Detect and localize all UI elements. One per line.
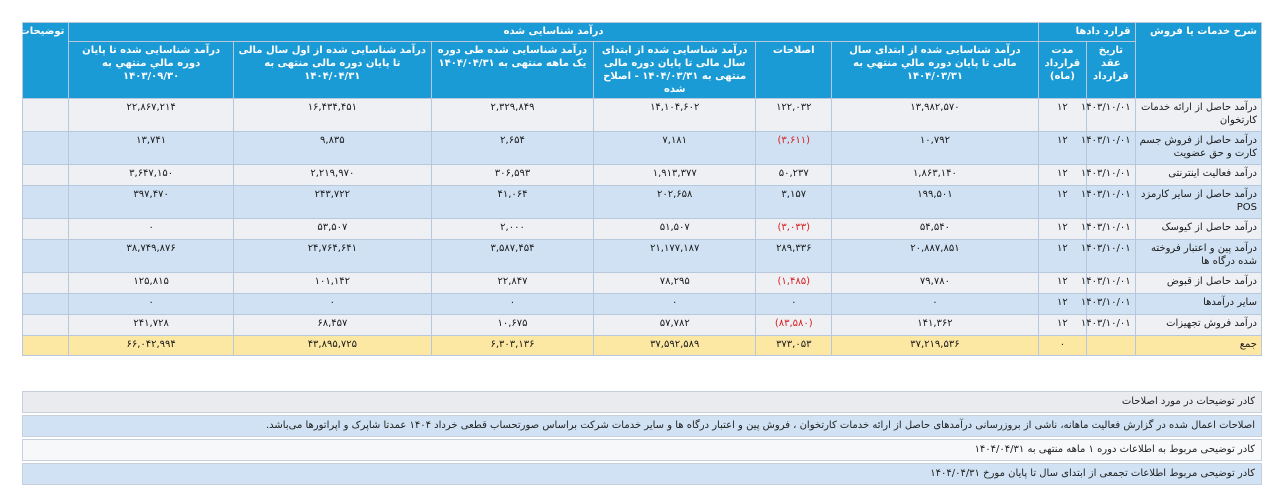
header-rec-corrected: درآمد شناسایی شده از ابتدای سال مالی تا پایان دوره مالی منتهی به ۱۴۰۴/۰۳/۳۱ - اصلاح شده: [594, 42, 756, 99]
row-c5: ۱۶,۴۳۴,۴۵۱: [233, 99, 431, 132]
row-c2: ۳,۱۵۷: [756, 186, 832, 219]
row-c2: (۳,۰۳۳): [756, 219, 832, 240]
row-c6: ۳۹۷,۴۷۰: [69, 186, 233, 219]
row-c3: ۷۸,۲۹۵: [594, 273, 756, 294]
header-rec-prev-year: درآمد شناسایی شده تا پایان دوره مالي منتهي به ۱۴۰۳/۰۹/۳۰: [69, 42, 233, 99]
total-c1: ۳۷,۲۱۹,۵۳۶: [832, 336, 1038, 356]
corrections-notes-title: کادر توضیحات در مورد اصلاحات: [22, 391, 1262, 413]
row-c3: ۱,۹۱۳,۳۷۷: [594, 165, 756, 186]
row-date: ۱۴۰۳/۱۰/۰۱: [1087, 165, 1135, 186]
row-c6: ۳۸,۷۴۹,۸۷۶: [69, 240, 233, 273]
header-rec-one-month: درآمد شناسایی شده طی دوره یک ماهه منتهی به ۱۴۰۴/۰۴/۳۱: [431, 42, 593, 99]
table-row: [23, 273, 1262, 294]
row-c2: (۱,۴۸۵): [756, 273, 832, 294]
row-c4: ۲,۰۰۰: [431, 219, 593, 240]
header-recognized-revenue: درآمد شناسایی شده: [69, 23, 1038, 42]
row-c1: ۷۹,۷۸۰: [832, 273, 1038, 294]
total-c6: ۶۶,۰۴۲,۹۹۴: [69, 336, 233, 356]
row-notes: [23, 99, 69, 132]
row-date: ۱۴۰۳/۱۰/۰۱: [1087, 273, 1135, 294]
row-c6: ۱۲۵,۸۱۵: [69, 273, 233, 294]
header-rec-start-to-end: درآمد شناسایی شده از ابتدای سال مالی تا پایان دوره مالي منتهي به ۱۴۰۴/۰۳/۳۱: [832, 42, 1038, 99]
table-row: [23, 165, 1262, 186]
header-corrections: اصلاحات: [756, 42, 832, 99]
row-period: ۱۲: [1038, 165, 1086, 186]
row-c3: ۲۱,۱۷۷,۱۸۷: [594, 240, 756, 273]
row-c5: ۹,۸۳۵: [233, 132, 431, 165]
row-c1: ۲۰,۸۸۷,۸۵۱: [832, 240, 1038, 273]
header-rec-first-to-end: درآمد شناسایی شده از اول سال مالی تا پایان دوره مالی منتهی به ۱۴۰۴/۰۴/۳۱: [233, 42, 431, 99]
row-c3: ۷,۱۸۱: [594, 132, 756, 165]
row-c4: ۳۰۶,۵۹۳: [431, 165, 593, 186]
revenue-table-container: [19, 22, 1262, 356]
row-desc: درآمد پین و اعتبار فروخته شده درگاه ها: [1135, 240, 1261, 273]
row-desc: سایر درآمدها: [1135, 294, 1261, 315]
row-desc: درآمد حاصل از کیوسک: [1135, 219, 1261, 240]
row-date: ۱۴۰۳/۱۰/۰۱: [1087, 99, 1135, 132]
row-period: ۱۲: [1038, 132, 1086, 165]
row-c5: ۱۰۱,۱۴۲: [233, 273, 431, 294]
row-c5: ۲,۲۱۹,۹۷۰: [233, 165, 431, 186]
total-period: ۰: [1038, 336, 1086, 356]
row-c6: ۰: [69, 294, 233, 315]
row-c6: ۲۴۱,۷۲۸: [69, 315, 233, 336]
row-notes: [23, 186, 69, 219]
row-notes: [23, 165, 69, 186]
row-period: ۱۲: [1038, 240, 1086, 273]
row-c6: ۲۲,۸۶۷,۲۱۴: [69, 99, 233, 132]
total-desc: جمع: [1135, 336, 1261, 356]
row-period: ۱۲: [1038, 219, 1086, 240]
row-c3: ۵۱,۵۰۷: [594, 219, 756, 240]
one-month-notes: کادر توضیحی مربوط به اطلاعات دوره ۱ ماهه منتهی به ۱۴۰۴/۰۴/۳۱: [22, 439, 1262, 461]
row-c5: ۵۳,۵۰۷: [233, 219, 431, 240]
table-row: [23, 99, 1262, 132]
header-contracts: قرارد دادها: [1038, 23, 1135, 42]
header-contract-date: تاریخ عقد قرارداد: [1087, 42, 1135, 99]
header-notes: توضیحات: [23, 23, 69, 99]
row-notes: [23, 219, 69, 240]
row-date: ۱۴۰۳/۱۰/۰۱: [1087, 294, 1135, 315]
row-period: ۱۲: [1038, 99, 1086, 132]
row-desc: درآمد حاصل از قبوض: [1135, 273, 1261, 294]
row-desc: درآمد حاصل از سایر کارمزد POS: [1135, 186, 1261, 219]
table-row: [23, 315, 1262, 336]
total-row: [23, 336, 1262, 356]
table-row: [23, 219, 1262, 240]
row-c4: ۲۲,۸۴۷: [431, 273, 593, 294]
row-date: ۱۴۰۳/۱۰/۰۱: [1087, 186, 1135, 219]
row-c3: ۵۷,۷۸۲: [594, 315, 756, 336]
row-c2: (۸۳,۵۸۰): [756, 315, 832, 336]
row-c1: ۵۴,۵۴۰: [832, 219, 1038, 240]
table-row: [23, 186, 1262, 219]
row-c4: ۱۰,۶۷۵: [431, 315, 593, 336]
header-desc: شرح خدمات یا فروش: [1135, 23, 1261, 99]
row-c6: ۳,۶۴۷,۱۵۰: [69, 165, 233, 186]
row-period: ۱۲: [1038, 273, 1086, 294]
row-notes: [23, 240, 69, 273]
row-c3: ۲۰۲,۶۵۸: [594, 186, 756, 219]
row-c4: ۳,۵۸۷,۴۵۴: [431, 240, 593, 273]
row-c2: ۰: [756, 294, 832, 315]
row-desc: درآمد فعالیت اینترنتی: [1135, 165, 1261, 186]
row-c4: ۲,۳۲۹,۸۴۹: [431, 99, 593, 132]
table-row: [23, 240, 1262, 273]
row-c6: ۰: [69, 219, 233, 240]
row-date: ۱۴۰۳/۱۰/۰۱: [1087, 240, 1135, 273]
row-c1: ۱۴۱,۳۶۲: [832, 315, 1038, 336]
row-c3: ۰: [594, 294, 756, 315]
row-notes: [23, 132, 69, 165]
total-notes: [23, 336, 69, 356]
table-row: [23, 132, 1262, 165]
notes-section: [22, 391, 1262, 487]
row-period: ۱۲: [1038, 186, 1086, 219]
row-c1: ۱۰,۷۹۲: [832, 132, 1038, 165]
row-notes: [23, 294, 69, 315]
row-c1: ۱۳,۹۸۲,۵۷۰: [832, 99, 1038, 132]
row-date: ۱۴۰۳/۱۰/۰۱: [1087, 219, 1135, 240]
row-c2: ۵۰,۲۳۷: [756, 165, 832, 186]
row-c1: ۱,۸۶۳,۱۴۰: [832, 165, 1038, 186]
row-c2: ۲۸۹,۳۳۶: [756, 240, 832, 273]
row-date: ۱۴۰۳/۱۰/۰۱: [1087, 315, 1135, 336]
row-c5: ۲۴۳,۷۲۲: [233, 186, 431, 219]
corrections-notes-text: اصلاحات اعمال شده در گزارش فعالیت ماهانه، ناشی از بروزرسانی درآمدهای حاصل از ارائه خدمات کارتخوان ، فروش پین و اعتبار درگاه ها و سایر خدمات شرکت براساس صورتحساب قطعی خرداد ۱۴۰۴ عمدتا شاپرک و اپراتورها می‌باشد.: [22, 415, 1262, 437]
row-desc: درآمد حاصل از فروش جسم کارت و حق عضویت: [1135, 132, 1261, 165]
row-c4: ۲,۶۵۴: [431, 132, 593, 165]
row-notes: [23, 315, 69, 336]
row-c5: ۰: [233, 294, 431, 315]
row-date: ۱۴۰۳/۱۰/۰۱: [1087, 132, 1135, 165]
row-c5: ۶۸,۴۵۷: [233, 315, 431, 336]
table-row: [23, 294, 1262, 315]
header-contract-period: مدت قرارداد (ماه): [1038, 42, 1086, 99]
row-c2: ۱۲۲,۰۳۲: [756, 99, 832, 132]
row-c6: ۱۳,۷۴۱: [69, 132, 233, 165]
row-c1: ۱۹۹,۵۰۱: [832, 186, 1038, 219]
row-c2: (۳,۶۱۱): [756, 132, 832, 165]
row-c5: ۲۴,۷۶۴,۶۴۱: [233, 240, 431, 273]
total-c3: ۳۷,۵۹۲,۵۸۹: [594, 336, 756, 356]
cumulative-notes: کادر توضیحی مربوط اطلاعات تجمعی از ابتدای سال تا پایان مورخ ۱۴۰۴/۰۴/۳۱: [22, 463, 1262, 485]
row-period: ۱۲: [1038, 294, 1086, 315]
row-c4: ۰: [431, 294, 593, 315]
revenue-table: [19, 22, 1262, 356]
row-c1: ۰: [832, 294, 1038, 315]
total-c2: ۳۷۳,۰۵۳: [756, 336, 832, 356]
row-c4: ۴۱,۰۶۴: [431, 186, 593, 219]
row-c3: ۱۴,۱۰۴,۶۰۲: [594, 99, 756, 132]
row-desc: درآمد فروش تجهیزات: [1135, 315, 1261, 336]
total-c5: ۴۳,۸۹۵,۷۲۵: [233, 336, 431, 356]
total-c4: ۶,۳۰۳,۱۳۶: [431, 336, 593, 356]
row-desc: درآمد حاصل از ارائه خدمات کارتخوان: [1135, 99, 1261, 132]
row-period: ۱۲: [1038, 315, 1086, 336]
row-notes: [23, 273, 69, 294]
total-date: [1087, 336, 1135, 356]
